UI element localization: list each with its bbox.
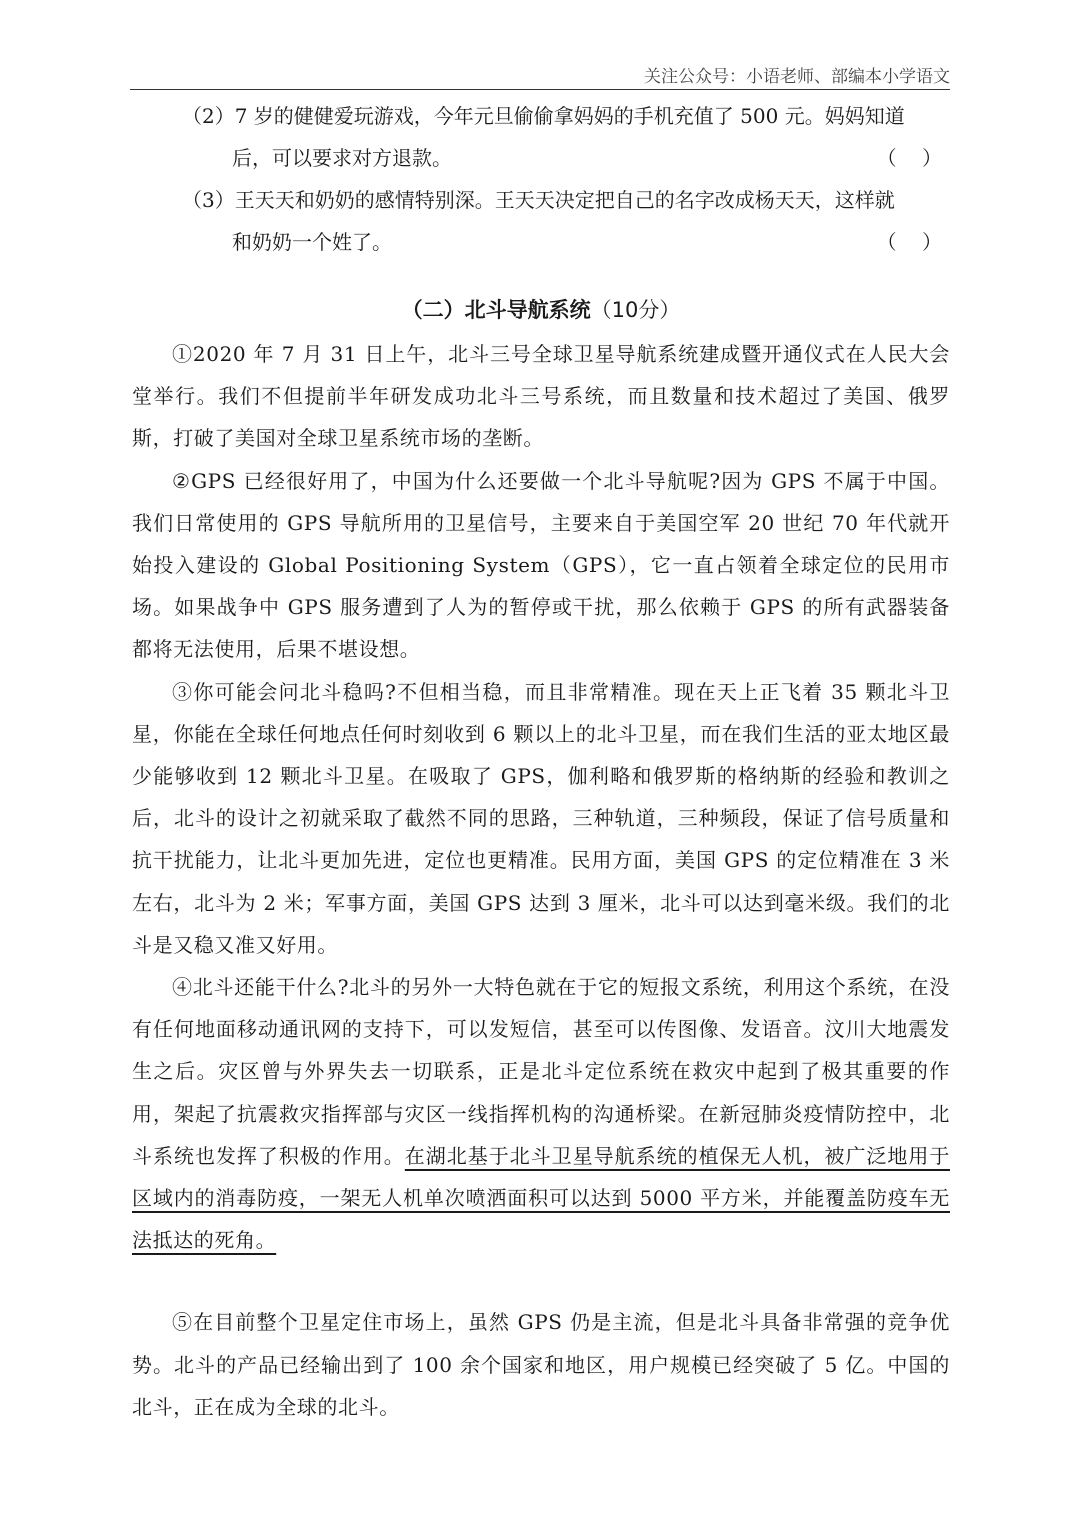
answer-blank[interactable]: （ ） bbox=[876, 146, 942, 170]
paragraph-5: ⑤在目前整个卫星定住市场上，虽然 GPS 仍是主流，但是北斗具备非常强的竞争优势。北斗的产品已经输出到了 100 余个国家和地区，用户规模已经突破了 5 亿。中国的北斗，正在成为全球的北斗。 bbox=[132, 1310, 950, 1419]
paragraph-2: ②GPS 已经很好用了，中国为什么还要做一个北斗导航呢?因为 GPS 不属于中国。我们日常使用的 GPS 导航所用的卫星信号，主要来自于美国空军 20 世纪 70 年代就开始投入建设的 Global Positioning System（GPS），它一直占领着全球定位的民用市场。如果战争中 GPS 服务遭到了人为的暂停或干扰，那么依赖于 GPS 的所有武器装备都将无法使用，后果不堪设想。 bbox=[132, 468, 950, 662]
paragraph-4 bbox=[132, 966, 950, 1261]
paragraph-1: ①2020 年 7 月 31 日上午，北斗三号全球卫星导航系统建成暨开通仪式在人民大会堂举行。我们不但提前半年研发成功北斗三号系统，而且数量和技术超过了美国、俄罗斯，打破了美国对全球卫星系统市场的垄断。 bbox=[132, 342, 950, 451]
question-3-line1: （3）王天天和奶奶的感情特别深。王天天决定把自己的名字改成杨天天，这样就 bbox=[182, 188, 895, 212]
question-3-line2: 和奶奶一个姓了。 bbox=[232, 230, 392, 254]
question-2-line1: （2）7 岁的健健爱玩游戏，今年元旦偷偷拿妈妈的手机充值了 500 元。妈妈知道 bbox=[182, 104, 905, 128]
header-divider bbox=[130, 89, 950, 90]
page-header: 关注公众号：小语老师、部编本小学语文 bbox=[644, 67, 950, 87]
spacer bbox=[132, 1261, 950, 1301]
question-2-line2: 后，可以要求对方退款。 bbox=[232, 146, 452, 170]
section-points: （10分） bbox=[590, 298, 681, 322]
section-title-text: （二）北斗导航系统 bbox=[401, 298, 591, 322]
question-3 bbox=[132, 179, 950, 263]
section-title bbox=[132, 289, 950, 331]
underlined-sentence: 在湖北基于北斗卫星导航系统的植保无人机，被广泛地用于区域内的消毒防疫，一架无人机单次喷洒面积可以达到 5000 平方米，并能覆盖防疫车无法抵达的死角。 bbox=[132, 1143, 950, 1253]
answer-blank[interactable]: （ ） bbox=[876, 230, 942, 254]
paragraph-3: ③你可能会问北斗稳吗?不但相当稳，而且非常精准。现在天上正飞着 35 颗北斗卫星，你能在全球任何地点任何时刻收到 6 颗以上的北斗卫星，而在我们生活的亚太地区最少能够收到 12 颗北斗卫星。在吸取了 GPS，伽利略和俄罗斯的格纳斯的经验和教训之后，北斗的设计之初就采取了截然不同的思路，三种轨道，三种频段，保证了信号质量和抗干扰能力，让北斗更加先进，定位也更精准。民用方面，美国 GPS 的定位精准在 3 米左右，北斗为 2 米；军事方面，美国 GPS 达到 3 厘米，北斗可以达到毫米级。我们的北斗是又稳又准又好用。 bbox=[132, 679, 950, 957]
question-2 bbox=[132, 95, 950, 179]
document-body bbox=[132, 95, 950, 1428]
paragraph-4-text: ④北斗还能干什么?北斗的另外一大特色就在于它的短报文系统，利用这个系统，在没有任何地面移动通讯网的支持下，可以发短信，甚至可以传图像、发语音。汶川大地震发生之后。灾区曾与外界失去一切联系，正是北斗定位系统在救灾中起到了极其重要的作用，架起了抗震救灾指挥部与灾区一线指挥机构的沟通桥梁。在新冠肺炎疫情防控中，北斗系统也发挥了积极的作用。 bbox=[132, 975, 950, 1168]
